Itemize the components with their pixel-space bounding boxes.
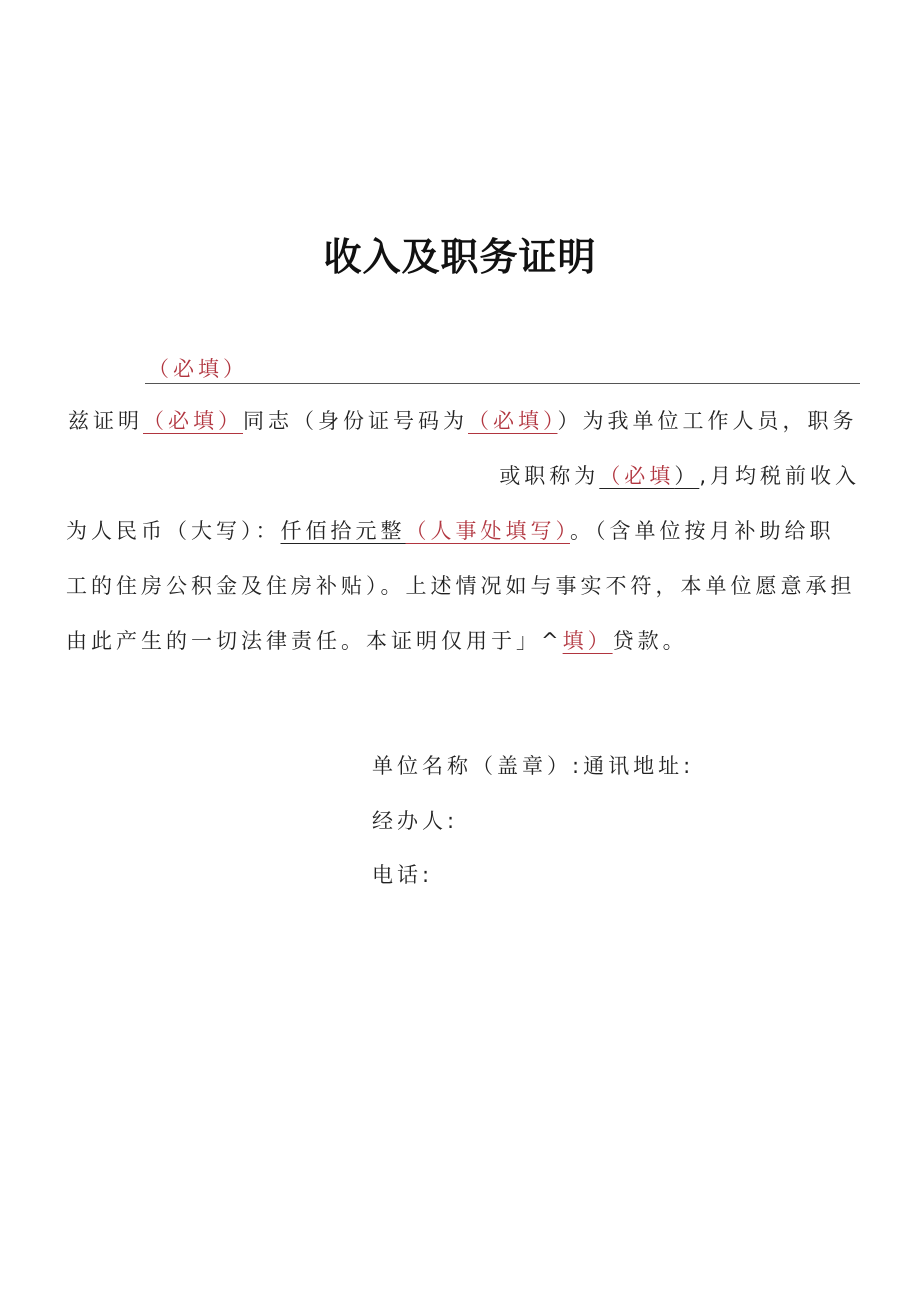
body-text: 兹证明 xyxy=(68,409,143,433)
body-line-3 xyxy=(66,516,835,546)
phone-label: 电话: xyxy=(372,863,434,887)
body-line-2 xyxy=(499,461,860,491)
addressee-underline xyxy=(145,383,860,384)
id-number-fill-field: （必填） xyxy=(468,409,558,433)
body-text: 。（含单位按月补助给职 xyxy=(570,519,835,543)
position-fill-field: （必填） xyxy=(599,464,700,488)
hr-fill-field: （人事处填写） xyxy=(405,519,570,543)
name-fill-field: （必填） xyxy=(143,409,243,433)
document-title: 收入及职务证明 xyxy=(323,235,597,279)
body-line-5 xyxy=(66,626,688,656)
body-line-4: 工的住房公积金及住房补贴）。上述情况如与事实不符，本单位愿意承担 xyxy=(66,574,856,598)
body-text: 贷款。 xyxy=(612,629,688,653)
unit-name-address-label: 单位名称（盖章）:通讯地址: xyxy=(372,754,695,778)
body-text: ,月均税前收入 xyxy=(699,464,860,488)
body-text: 或职称为 xyxy=(499,464,600,488)
loan-purpose-fill-field: 填） xyxy=(562,629,613,653)
body-text: 由此产生的一切法律责任。本证明仅用于」^ xyxy=(66,629,563,653)
addressee-placeholder: （必填） xyxy=(148,357,248,381)
income-amount: 仟佰拾元整 xyxy=(280,519,406,543)
body-text: ）为我单位工作人员，职务 xyxy=(557,409,858,433)
handler-label: 经办人: xyxy=(372,809,459,833)
body-text: 为人民币（大写）： xyxy=(66,519,281,543)
body-text: 同志（身份证号码为 xyxy=(243,409,468,433)
body-line-1 xyxy=(68,406,858,436)
